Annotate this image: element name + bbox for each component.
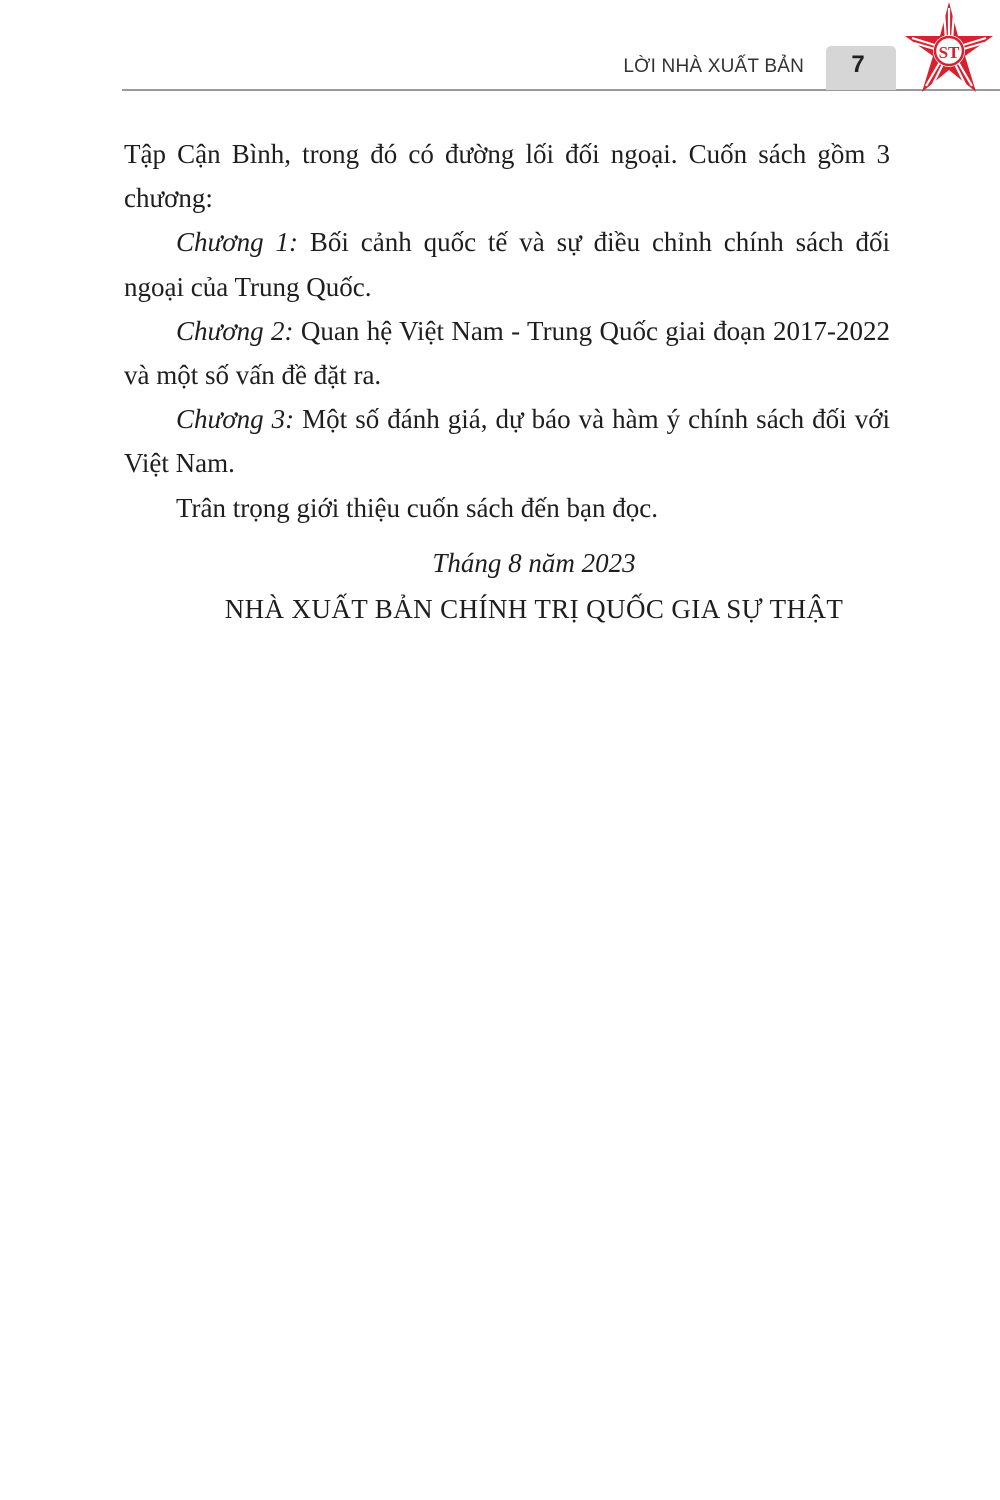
chapter-3-paragraph (124, 397, 890, 485)
page-number: 7 (851, 51, 865, 78)
chapter-2-label: Chương 2: (176, 315, 294, 346)
publisher-star-logo-icon (898, 0, 1000, 100)
signature-publisher: NHÀ XUẤT BẢN CHÍNH TRỊ QUỐC GIA SỰ THẬT (224, 594, 844, 624)
chapter-3-text: Một số đánh giá, dự báo và hàm ý chính sách đối với Việt Nam. (124, 404, 890, 479)
chapter-1-text: Bối cảnh quốc tế và sự điều chỉnh chính sách đối ngoại của Trung Quốc. (124, 227, 890, 302)
running-header-title: LỜI NHÀ XUẤT BẢN (623, 56, 804, 77)
logo-text: ST (938, 43, 960, 62)
body-text (124, 132, 890, 530)
chapter-2-text: Quan hệ Việt Nam - Trung Quốc giai đoạn 2017-2022 và một số vấn đề đặt ra. (124, 315, 891, 391)
chapter-3-label: Chương 3: (176, 404, 295, 435)
chapter-2-paragraph (124, 309, 890, 397)
intro-paragraph: Tập Cận Bình, trong đó có đường lối đối ngoại. Cuốn sách gồm 3 chương: (124, 139, 890, 214)
chapter-1-paragraph (124, 220, 890, 308)
closing-paragraph: Trân trọng giới thiệu cuốn sách đến bạn đọc. (176, 492, 658, 523)
signature-date: Tháng 8 năm 2023 (432, 548, 636, 578)
chapter-1-label: Chương 1: (176, 227, 298, 258)
